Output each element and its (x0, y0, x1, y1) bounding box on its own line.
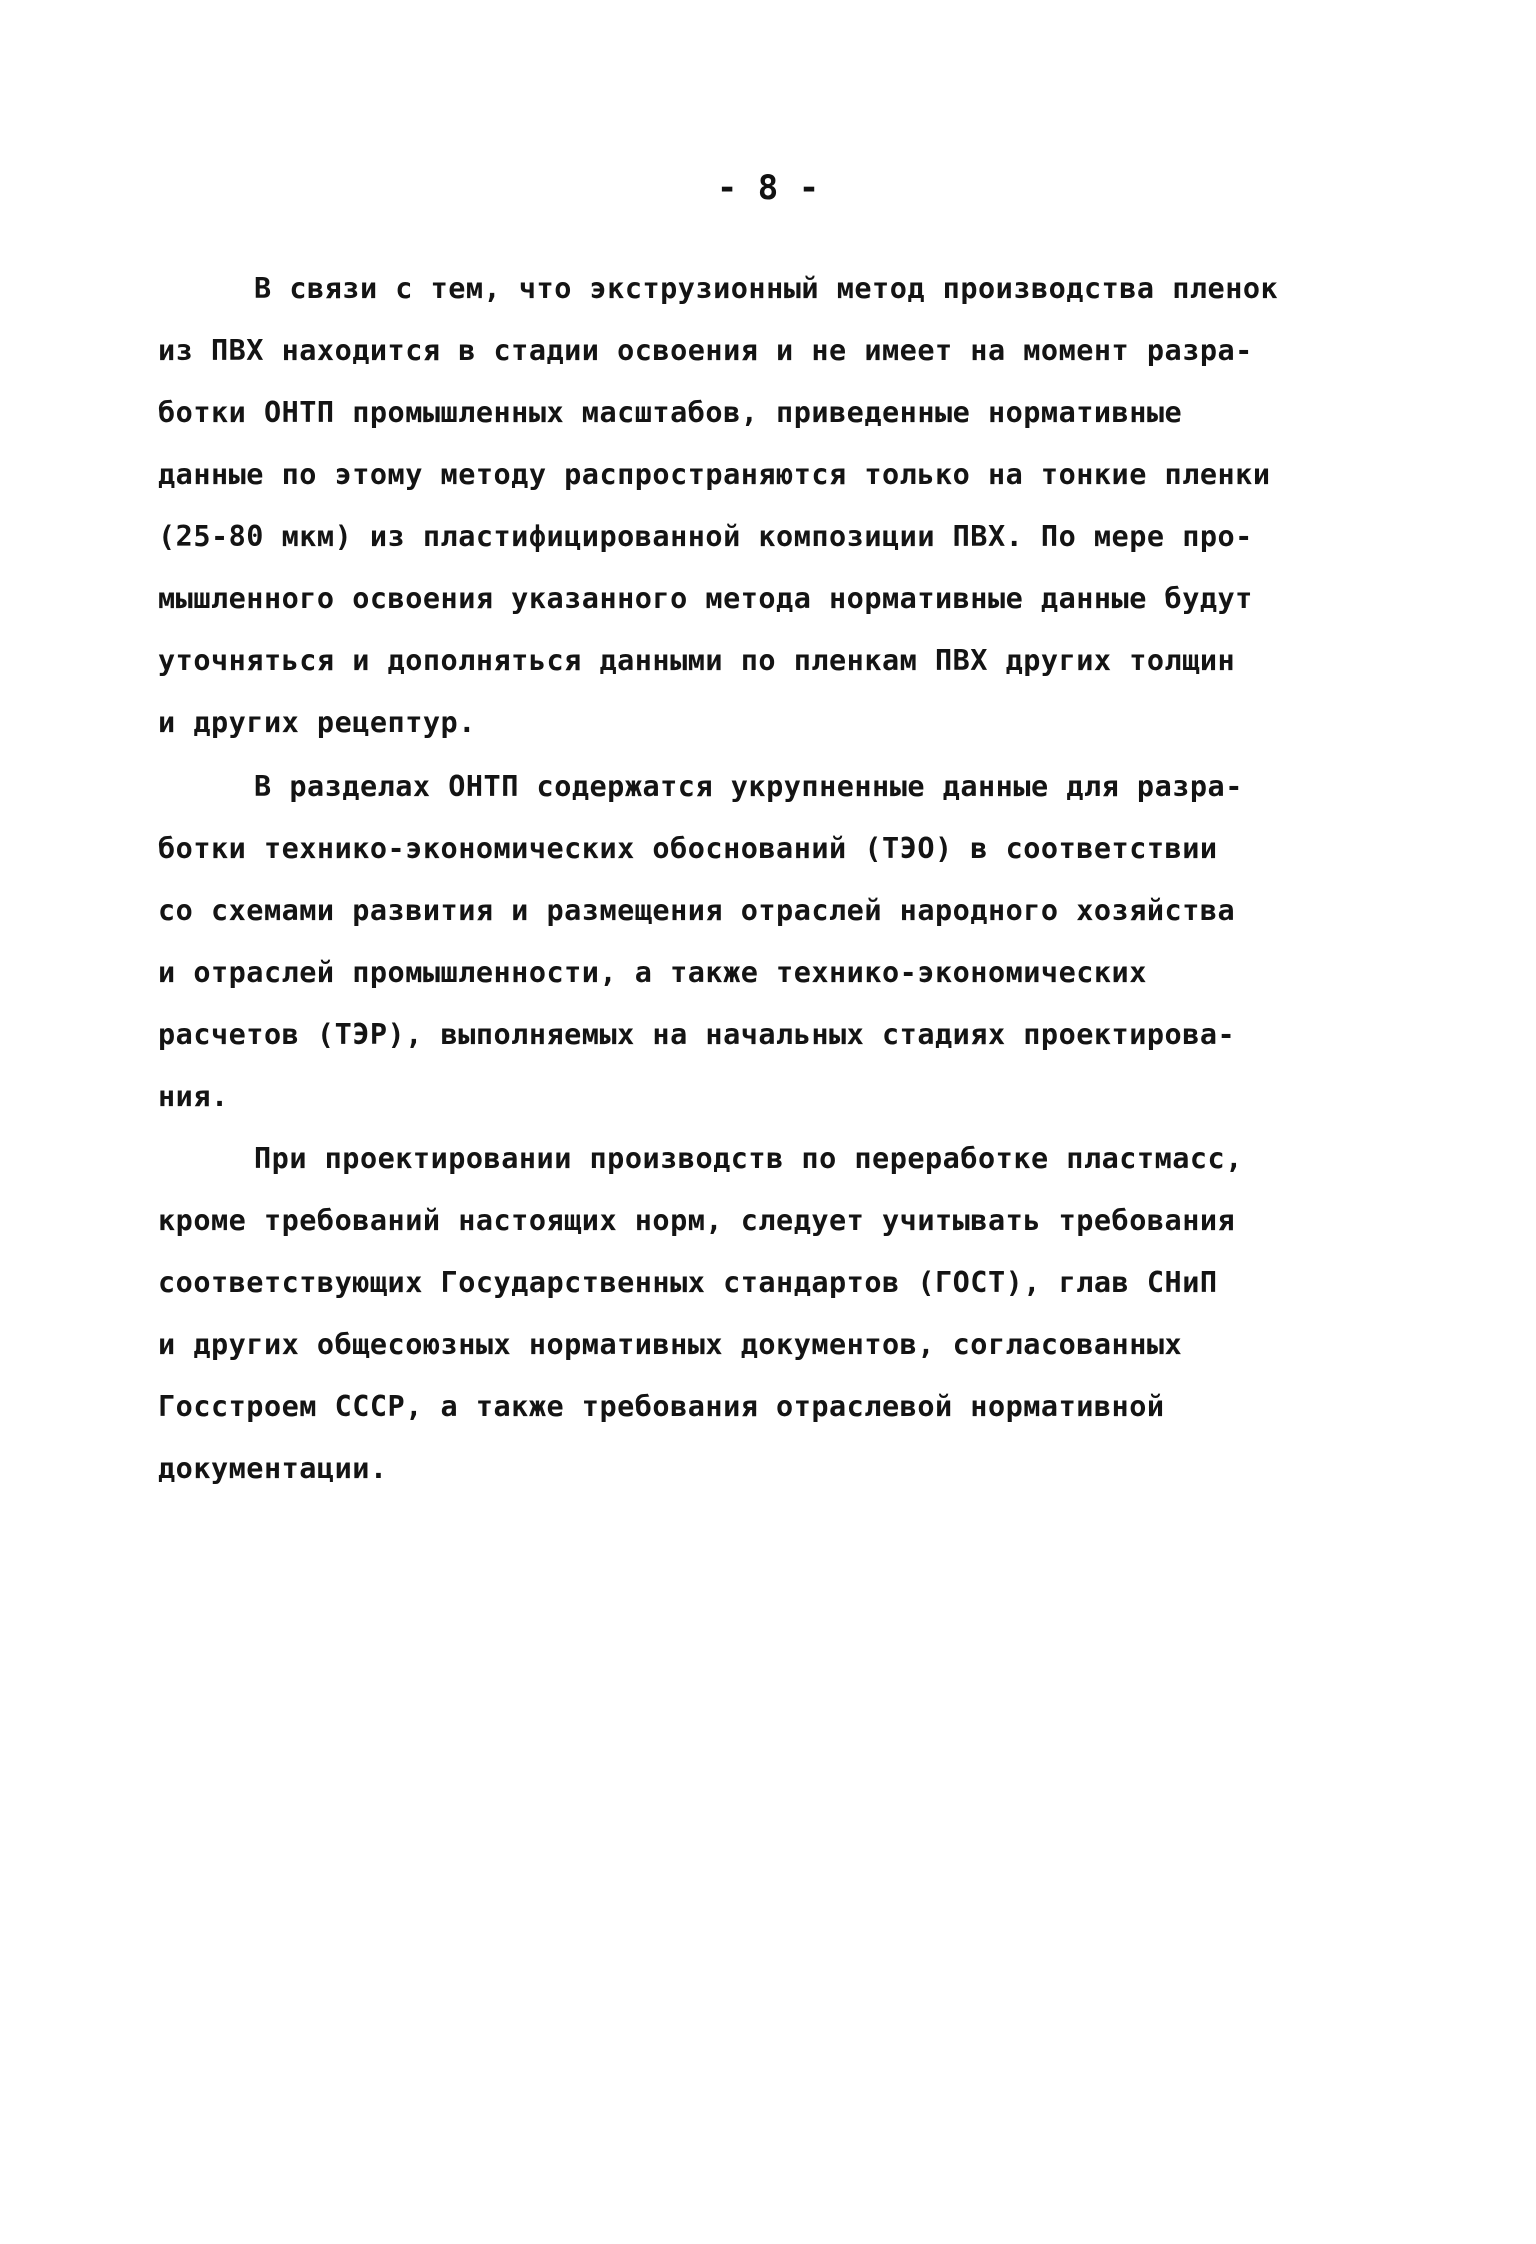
text-line: Госстроем СССР, а также требования отраслевой нормативной (158, 1390, 1165, 1423)
text-line: ботки ОНТП промышленных масштабов, приведенные нормативные (158, 396, 1183, 429)
text-line: и отраслей промышленности, а также технико-экономических (158, 956, 1147, 989)
text-line: документации. (158, 1452, 388, 1485)
text-line: мышленного освоения указанного метода нормативные данные будут (158, 582, 1253, 615)
text-line: уточняться и дополняться данными по пленкам ПВХ других толщин (158, 644, 1236, 677)
text-line: и других общесоюзных нормативных документов, согласованных (158, 1328, 1183, 1361)
text-line: При проектировании производств по переработке пластмасс, (254, 1142, 1243, 1175)
text-line: В связи с тем, что экструзионный метод производства пленок (254, 272, 1279, 305)
text-line: данные по этому методу распространяются только на тонкие пленки (158, 458, 1271, 491)
text-line: ния. (158, 1080, 229, 1113)
text-line: соответствующих Государственных стандартов (ГОСТ), глав СНиП (158, 1266, 1218, 1299)
paragraph-design-requirements (158, 1128, 1388, 1500)
page-number: - 8 - (716, 168, 820, 208)
text-line: (25-80 мкм) из пластифицированной композиции ПВХ. По мере про- (158, 520, 1253, 553)
text-line: кроме требований настоящих норм, следует учитывать требования (158, 1204, 1236, 1237)
text-line: из ПВХ находится в стадии освоения и не имеет на момент разра- (158, 334, 1253, 367)
text-line: В разделах ОНТП содержатся укрупненные данные для разра- (254, 770, 1243, 803)
paragraph-extrusion-method (158, 258, 1388, 754)
text-line: и других рецептур. (158, 706, 476, 739)
text-line: со схемами развития и размещения отраслей народного хозяйства (158, 894, 1236, 927)
paragraph-ontp-sections (158, 756, 1388, 1128)
text-line: расчетов (ТЭР), выполняемых на начальных стадиях проектирова- (158, 1018, 1236, 1051)
text-line: ботки технико-экономических обоснований (ТЭО) в соответствии (158, 832, 1218, 865)
